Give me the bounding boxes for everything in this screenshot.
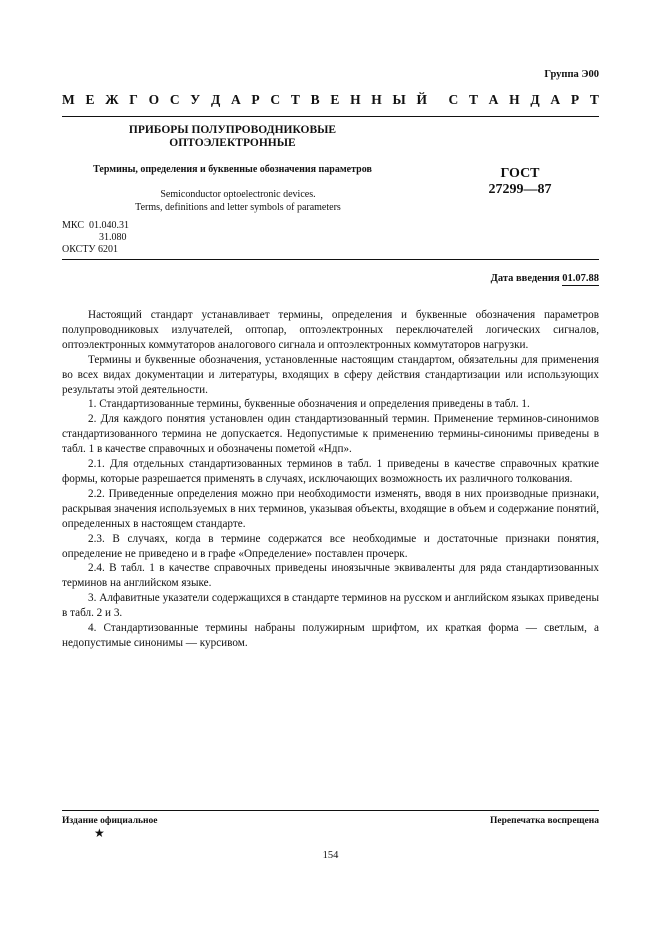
banner-letter: У [190,92,201,107]
okstu-code: ОКСТУ 6201 [62,244,119,255]
banner-letter: Ж [105,92,119,107]
document-subtitle: Термины, определения и буквенные обозначения параметров [93,164,372,175]
introduction-date [491,273,599,284]
body-paragraph: 2.1. Для отдельных стандартизованных терминов в табл. 1 приведены в качестве справочных краткие формы, которые разрешается применять в случаях, исключающих возможность их различного толкования. [62,458,599,485]
group-label: Группа Э00 [544,69,599,80]
banner-letter: Т [589,92,599,107]
introduction-date-label: Дата введения [490,273,560,284]
banner-letter: Р [570,92,580,107]
banner-letter: Н [350,92,361,107]
bottom-divider [62,810,599,811]
banner-letter: Е [85,92,95,107]
banner-letter: С [448,92,459,107]
gost-number: 27299—87 [488,182,552,197]
interstate-standard-banner [62,92,599,108]
body-text [62,308,599,651]
banner-letter: Й [416,92,428,107]
banner-letter: Т [468,92,478,107]
title-line-2: ОПТОЭЛЕКТРОННЫЕ [169,137,296,149]
body-paragraph: Настоящий стандарт устанавливает термины, определения и буквенные обозначения параметров полупроводниковых излучателей, оптопар, оптоэлектронных переключателей логических сигналов, оптоэлектронных коммутаторов аналогового сигнала и оптоэлектронных коммутаторов нагрузки. [62,309,599,351]
gost-label: ГОСТ [500,166,540,181]
body-paragraph: 4. Стандартизованные термины набраны полужирным шрифтом, их краткая форма — светлым, а недопустимые синонимы — курсивом. [62,622,599,649]
body-paragraph: 2. Для каждого понятия установлен один стандартизованный термин. Применение терминов-синонимов стандартизованного термина не допускается. Недопустимые к применению термины-синонимы приведены в табл. 1 в качестве справочных и обозначены пометой «Ндп». [62,413,599,456]
banner-letter: А [230,92,241,107]
banner-letter: М [62,92,75,107]
middle-divider [62,259,599,260]
body-paragraph: 3. Алфавитные указатели содержащихся в стандарте терминов на русском и английском языках приведены в табл. 2 и 3. [62,592,599,620]
banner-letter: Г [129,92,138,107]
body-paragraph: 2.2. Приведенные определения можно при необходимости изменять, вводя в них производные признаки, раскрывая значения используемых в них терминов, указывая объекты, входящие в объем и содержание понятий, определенных в настоящем стандарте. [62,487,600,530]
english-title-line-2: Terms, definitions and letter symbols of parameters [135,202,341,213]
banner-letter: Н [509,92,520,107]
banner-letter: Т [290,92,300,107]
reprint-prohibited-label: Перепечатка воспрещена [489,816,599,826]
banner-letter: Д [530,92,540,107]
document-title [60,124,405,150]
banner-letter: С [270,92,281,107]
banner-letter: Ы [392,92,406,107]
mks-label: МКС [62,220,84,231]
star-icon: ★ [94,826,105,840]
classification-codes [62,220,129,256]
mks-code-2: 31.080 [99,232,127,243]
banner-letter: О [148,92,160,107]
banner-letter: Н [371,92,382,107]
english-title-line-1: Semiconductor optoelectronic devices. [160,189,316,200]
banner-letter: Е [330,92,340,107]
body-paragraph: 2.3. В случаях, когда в термине содержатся все необходимые и достаточные признаки понятия, определение не приведено и в графе «Определение» поставлен прочерк. [62,532,599,560]
gost-designation [470,166,570,198]
banner-letter: В [310,92,320,107]
page-number: 154 [322,850,339,861]
body-paragraph: 1. Стандартизованные термины, буквенные обозначения и определения приведены в табл. 1. [88,398,530,411]
banner-letter: Р [251,92,260,107]
body-paragraph: Термины и буквенные обозначения, установленные настоящим стандартом, обязательны для применения во всех видах документации и литературы, входящих в сферу действия стандартизации или использующих результаты этой деятельности. [62,353,599,396]
banner-letter: А [488,92,499,107]
banner-letter: Д [210,92,221,107]
official-edition-label: Издание официальное [62,816,158,826]
top-divider [62,116,599,117]
banner-letter: А [550,92,561,107]
english-title [60,188,416,214]
banner-letter: С [169,92,180,107]
body-paragraph: 2.4. В табл. 1 в качестве справочных приведены иноязычные эквиваленты для ряда стандартизованных терминов на английском языке. [62,562,599,590]
mks-code-1: 01.040.31 [88,220,129,231]
introduction-date-value: 01.07.88 [562,273,599,284]
title-line-1: ПРИБОРЫ ПОЛУПРОВОДНИКОВЫЕ [128,124,337,136]
